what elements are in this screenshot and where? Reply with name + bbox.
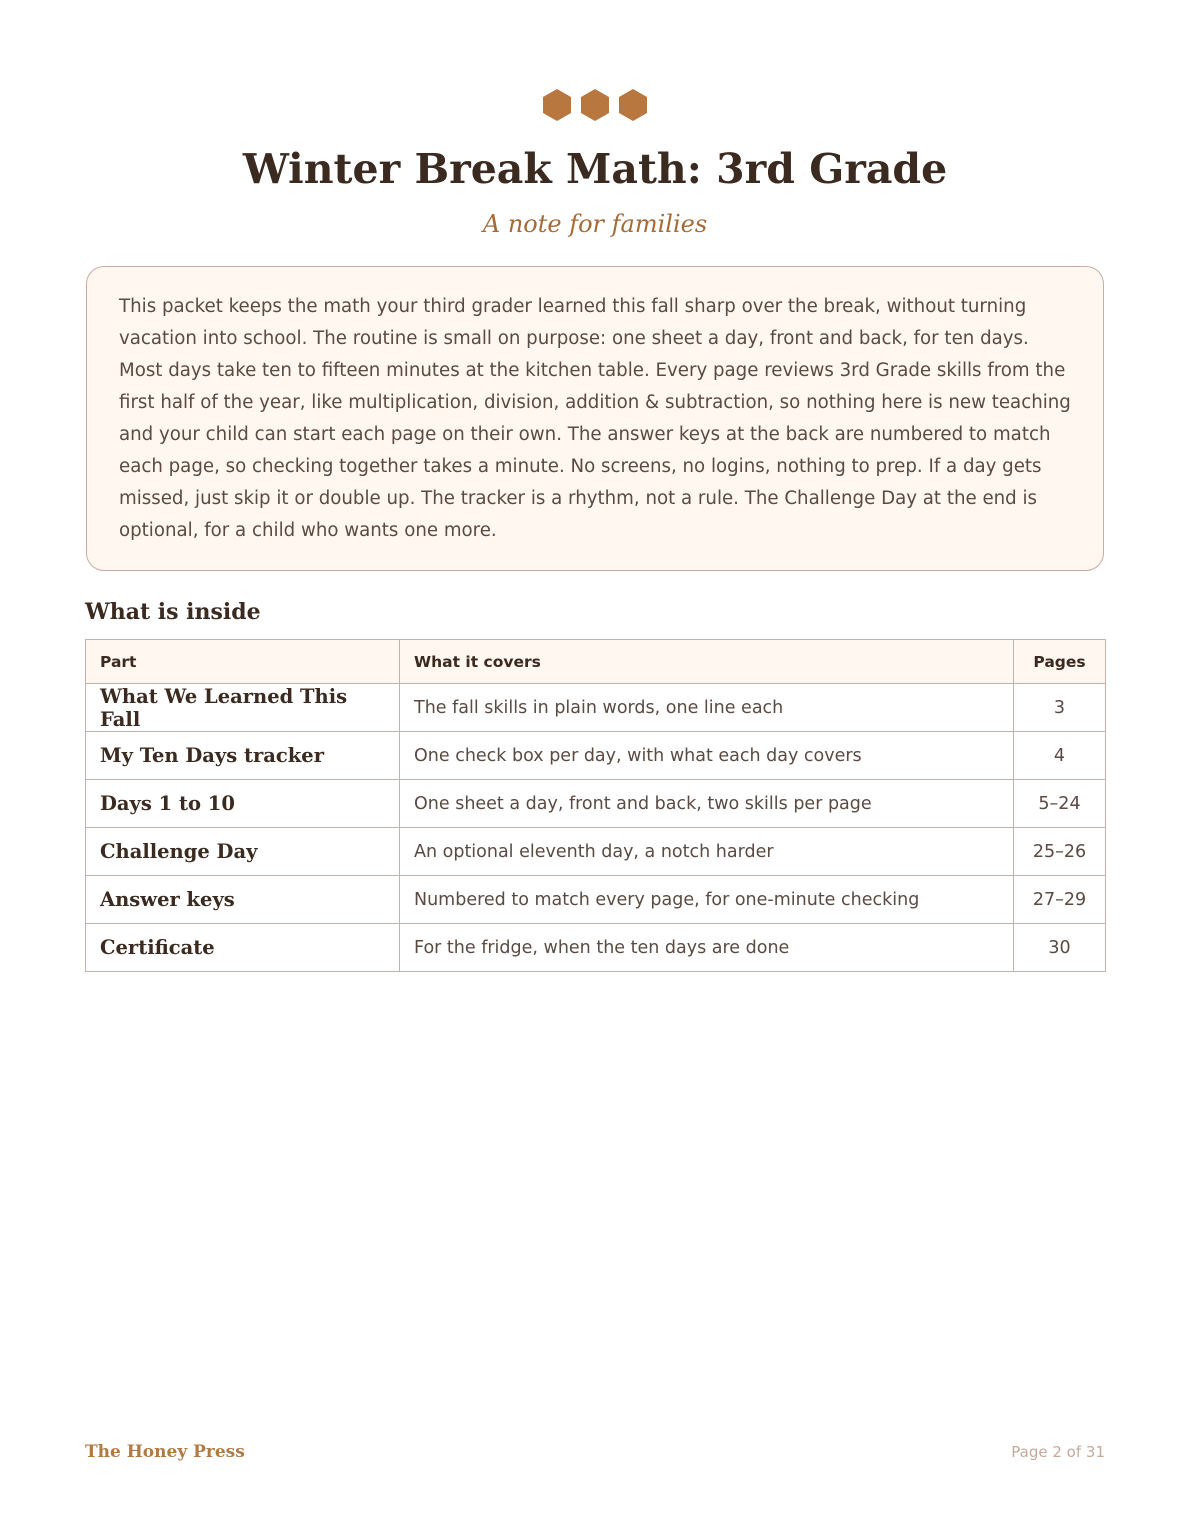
covers-cell: Numbered to match every page, for one-minute checking bbox=[400, 876, 1014, 924]
hexagon-icon bbox=[617, 88, 649, 122]
covers-cell: The fall skills in plain words, one line each bbox=[400, 684, 1014, 732]
table-row bbox=[86, 924, 1106, 972]
family-note-box bbox=[86, 266, 1104, 571]
pages-cell: 5–24 bbox=[1014, 780, 1106, 828]
pages-cell: 27–29 bbox=[1014, 876, 1106, 924]
page-number: Page 2 of 31 bbox=[1011, 1443, 1105, 1461]
pages-cell: 3 bbox=[1014, 684, 1106, 732]
covers-cell: An optional eleventh day, a notch harder bbox=[400, 828, 1014, 876]
hexagon-icon bbox=[579, 88, 611, 122]
part-cell: Challenge Day bbox=[86, 828, 400, 876]
covers-cell: One sheet a day, front and back, two skills per page bbox=[400, 780, 1014, 828]
table-row bbox=[86, 828, 1106, 876]
covers-cell: For the fridge, when the ten days are done bbox=[400, 924, 1014, 972]
part-cell: Certificate bbox=[86, 924, 400, 972]
table-row bbox=[86, 876, 1106, 924]
page-subtitle: A note for families bbox=[482, 210, 708, 238]
header-ornament bbox=[0, 88, 1190, 122]
pages-cell: 4 bbox=[1014, 732, 1106, 780]
page-title: Winter Break Math: 3rd Grade bbox=[242, 145, 948, 193]
family-note-text: This packet keeps the math your third grader learned this fall sharp over the break, without turning vacation into school. The routine is small on purpose: one sheet a day, front and back, for ten days. Most days take ten to fifteen minutes at the kitchen table. Every page reviews 3rd Grade skills from the first half of the year, like multiplication, division, addition & subtraction, so nothing here is new teaching and your child can start each page on their own. The answer keys at the back are numbered to match each page, so checking together takes a minute. No screens, no logins, nothing to prep. If a day gets missed, just skip it or double up. The tracker is a rhythm, not a rule. The Challenge Day at the end is optional, for a child who wants one more. bbox=[119, 296, 1071, 541]
column-header-pages: Pages bbox=[1014, 640, 1106, 684]
table-row bbox=[86, 732, 1106, 780]
pages-cell: 30 bbox=[1014, 924, 1106, 972]
table-header-row bbox=[86, 640, 1106, 684]
column-header-part: Part bbox=[86, 640, 400, 684]
contents-heading: What is inside bbox=[85, 599, 261, 625]
part-cell: What We Learned This Fall bbox=[86, 684, 400, 732]
pages-cell: 25–26 bbox=[1014, 828, 1106, 876]
part-cell: My Ten Days tracker bbox=[86, 732, 400, 780]
table-row bbox=[86, 684, 1106, 732]
covers-cell: One check box per day, with what each day covers bbox=[400, 732, 1014, 780]
part-cell: Days 1 to 10 bbox=[86, 780, 400, 828]
footer-brand: The Honey Press bbox=[85, 1442, 245, 1462]
part-cell: Answer keys bbox=[86, 876, 400, 924]
contents-table bbox=[85, 639, 1106, 972]
table-row bbox=[86, 780, 1106, 828]
hexagon-icon bbox=[541, 88, 573, 122]
column-header-covers: What it covers bbox=[400, 640, 1014, 684]
